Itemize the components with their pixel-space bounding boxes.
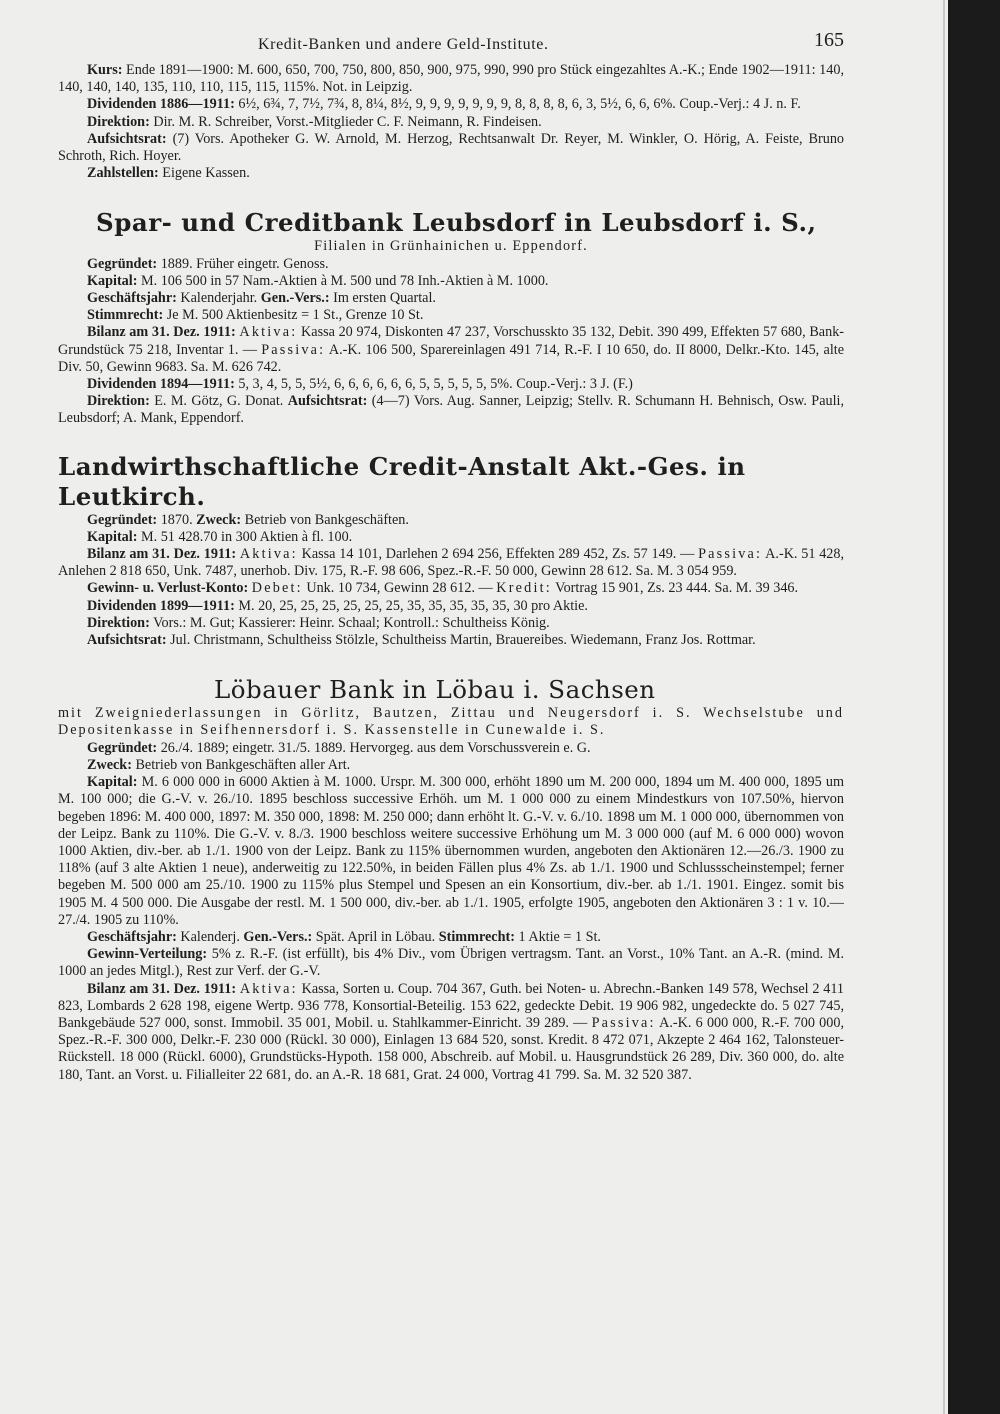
dividenden-text: 5, 3, 4, 5, 5, 5½, 6, 6, 6, 6, 6, 6, 5, 5, 5, 5, 5, 5%. Coup.-Verj.: 3 J. (F.): [238, 376, 633, 393]
zweck-text: Betrieb von Bankgeschäften aller Art.: [135, 756, 351, 773]
entry-title: Landwirthschaftliche Credit-Anstalt Akt.-Ges. in Leutkirch.: [58, 451, 746, 511]
passiva-text: A.-K. 6 000 000, R.-F. 700 000, Spez.-R.-F. 300 000, Delkr.-F. 230 000 (Rückl. 30 000), Einlagen 13 684 520, sonst. Kredit. 8 472 071, Akzepte 2 464 162, Talonsteuer-Rückstell. 18 000 (Rückl. 6000), Grundstücks-Hypoth. 158 000, Abschreib. auf Mobil. u. Hausgrundstück 26 289, Div. 360 000, do. alte 180, Tant. an Vorst. u. Filialleiter 22 681, do. an A.-R. 18 681, Grat. 24 000, Vortrag 41 799. Sa. M. 32 520 387.: [58, 1014, 845, 1083]
gewinn-paragraph: [58, 946, 844, 980]
genvers-text: Spät. April in Löbau.: [315, 928, 436, 945]
geschaeftsjahr-paragraph: [58, 929, 844, 946]
direktion-label: Direktion:: [87, 614, 150, 631]
stimmrecht-label: Stimmrecht:: [87, 307, 164, 324]
guv-paragraph: [58, 580, 844, 597]
stimmrecht-paragraph: [58, 307, 844, 324]
gegruendet-text: 1889. Früher eingetr. Genoss.: [160, 255, 329, 272]
kurs-paragraph: [58, 62, 844, 96]
passiva-text: A.-K. 51 428, Anlehen 2 818 650, Unk. 7487, unerhob. Div. 175, R.-F. 98 606, Spez.-R.-F. 50 000, Gewinn 28 612. Sa. M. 3 054 959.: [58, 546, 845, 580]
zweck-label: Zweck:: [87, 756, 132, 773]
page-content: [58, 28, 844, 1084]
entry-title: Spar- und Creditbank Leubsdorf in Leubsdorf i. S.,: [96, 208, 817, 238]
zahlstellen-paragraph: [58, 165, 844, 182]
gegruendet-paragraph: [58, 256, 844, 273]
geschaeftsjahr-label: Geschäftsjahr:: [87, 290, 177, 307]
zweck-text: Betrieb von Bankgeschäften.: [244, 511, 409, 528]
aktiva-text: Kassa, Sorten u. Coup. 704 367, Guth. bei Noten- u. Abrechn.-Banken 149 578, Wechsel 2 411 823, Lombards 2 628 198, eigene Wertp. 936 778, Konsortial-Beteilig. 153 622, gedeckte Debit. 19 906 982, ungedeckte do. 5 027 745, Bankgebäude 527 000, sonst. Immobil. 35 001, Mobil. u. Stahlkammer-Einricht. 39 289. —: [58, 980, 845, 1031]
previous-entry: [58, 62, 844, 182]
dividenden-paragraph: [58, 598, 844, 615]
kapital-paragraph: [58, 774, 844, 929]
bilanz-paragraph: [58, 324, 844, 376]
dividenden-label: Dividenden 1899—1911:: [87, 597, 235, 614]
entry-subtitle: Filialen in Grünhainichen u. Eppendorf.: [314, 238, 588, 255]
aufsichtsrat-text: Jul. Christmann, Schultheiss Stölzle, Schultheiss Martin, Brauereibes. Wiedemann, Franz Jos. Rottmar.: [170, 632, 756, 649]
aufsichtsrat-text: (4—7) Vors. Aug. Sanner, Leipzig; Stellv. R. Schumann H. Behnisch, Osw. Pauli, Leubsdorf; A. Mank, Eppendorf.: [58, 393, 845, 427]
page-number: 165: [814, 29, 844, 51]
aktiva-word: Aktiva:: [239, 546, 298, 563]
kapital-paragraph: [58, 273, 844, 290]
page-header: [58, 28, 844, 62]
geschaeftsjahr-text: Kalenderjahr.: [180, 290, 258, 307]
bilanz-label: Bilanz am 31. Dez. 1911:: [87, 980, 237, 997]
passiva-word: Passiva:: [698, 546, 763, 563]
entry-title: Löbauer Bank in Löbau i. Sachsen: [214, 675, 656, 705]
kapital-paragraph: [58, 529, 844, 546]
kurs-text: Ende 1891—1900: M. 600, 650, 700, 750, 800, 850, 900, 975, 990, 990 pro Stück eingezahltes A.-K.; Ende 1902—1911: 140, 140, 140, 140, 135, 110, 110, 115, 115, 115%. Not. in Leipzig.: [58, 62, 844, 96]
aktiva-text: Kassa 14 101, Darlehen 2 694 256, Effekten 289 452, Zs. 57 149. —: [301, 546, 695, 563]
kredit-text: Vortrag 15 901, Zs. 23 444. Sa. M. 39 346.: [555, 580, 799, 597]
direktion-label: Direktion:: [87, 393, 150, 410]
genvers-label: Gen.-Vers.:: [243, 928, 313, 945]
guv-label: Gewinn- u. Verlust-Konto:: [87, 580, 249, 597]
bilanz-paragraph: [58, 981, 844, 1084]
kapital-text: M. 106 500 in 57 Nam.-Aktien à M. 500 und 78 Inh.-Aktien à M. 1000.: [141, 272, 549, 289]
kapital-text: M. 6 000 000 in 6000 Aktien à M. 1000. Urspr. M. 300 000, erhöht 1890 um M. 200 000, 1894 um M. 400 000, 1895 um M. 100 000; die G.-V. v. 26./10. 1895 beschloss successive Erhöh. um M. 1 000 000 zu einem Mindestkurs von 107.50%, hiervon begeben 1896: M. 400 000, 1897: M. 350 000, 1898: M. 250 000; dann erhöht lt. G.-V. v. 6./10. 1898 um M. 1 000 000, übernommen von der Leipz. Bank zu 110%. Die G.-V. v. 8./3. 1900 beschloss weitere successive Erhöhung um M. 3 000 000 (auf M. 6 000 000) wovon 1000 Aktien, div.-ber. ab 1./1. 1900 von der Leipz. Bank zu 115% übernommen wurden, angeboten den Aktionären 12.—26./3. 1900 zu 118% (auf 3 alte Aktien 1 neue), anderweitig zu 122.50%, in beiden Fällen plus 4% Zs. ab 1./1. 1900 und Schlussscheinstempel; ferner begeben M. 500 000 am 25./10. 1900 zu 115% plus Stempel und Spesen an ein Konsortium, div.-ber. ab 1./1. 1901. Eingez. somit bis 1905 M. 4 500 000. Die Ausgabe der restl. M. 1 500 000, div.-ber. ab 1./1. 1905, erfolgte 1905, angeboten den Aktionären 3 : 1 v. 10.—27./4. 1905 zu 110%.: [58, 774, 845, 928]
direktion-paragraph: [58, 393, 844, 427]
dividenden-text: M. 20, 25, 25, 25, 25, 25, 25, 35, 35, 35, 35, 35, 30 pro Aktie.: [238, 597, 588, 614]
entry-leubsdorf: [58, 208, 844, 427]
aktiva-text: Kassa 20 974, Diskonten 47 237, Vorschusskto 35 132, Debit. 390 499, Effekten 57 680, Bank-Grundstück 75 218, Inventar 1. —: [58, 324, 845, 358]
dividenden-paragraph: [58, 96, 844, 113]
geschaeftsjahr-label: Geschäftsjahr:: [87, 928, 177, 945]
geschaeftsjahr-text: Kalenderj.: [180, 928, 240, 945]
direktion-text: E. M. Götz, G. Donat.: [154, 393, 284, 410]
bilanz-paragraph: [58, 546, 844, 580]
passiva-word: Passiva:: [591, 1014, 656, 1031]
dividenden-text: 6½, 6¾, 7, 7½, 7¾, 8, 8¼, 8½, 9, 9, 9, 9, 9, 9, 9, 8, 8, 8, 8, 6, 3, 5½, 6, 6, 6%. Coup.-Verj.: 4 J. n. F.: [238, 96, 801, 113]
direktion-paragraph: [58, 615, 844, 632]
gegruendet-text: 1870.: [160, 511, 193, 528]
zweck-paragraph: [58, 757, 844, 774]
geschaeftsjahr-paragraph: [58, 290, 844, 307]
zweck-label: Zweck:: [196, 511, 242, 528]
gegruendet-text: 26./4. 1889; eingetr. 31./5. 1889. Hervorgeg. aus dem Vorschussverein e. G.: [160, 739, 591, 756]
passiva-text: A.-K. 106 500, Sparereinlagen 491 714, R.-F. I 10 650, do. II 8000, Delkr.-Kto. 145, alte Div. 50, Gewinn 9683. Sa. M. 626 742.: [58, 341, 845, 375]
gegruendet-paragraph: [58, 740, 844, 757]
genvers-label: Gen.-Vers.:: [260, 290, 330, 307]
stimmrecht-text: 1 Aktie = 1 St.: [518, 928, 601, 945]
aufsichtsrat-label: Aufsichtsrat:: [287, 393, 368, 410]
aufsichtsrat-label: Aufsichtsrat:: [87, 632, 167, 649]
gewinn-text: 5% z. R.-F. (ist erfüllt), bis 4% Div., vom Übrigen vertragsm. Tant. an Vorst., 10% Tant. an A.-R. (mind. M. 1000 an jedes Mitgl.), Rest zur Verf. der G.-V.: [58, 946, 845, 980]
passiva-word: Passiva:: [261, 341, 326, 358]
page-edge-line: [943, 0, 945, 1414]
gegruendet-label: Gegründet:: [87, 739, 158, 756]
gegruendet-paragraph: [58, 512, 844, 529]
dividenden-paragraph: [58, 376, 844, 393]
aufsichtsrat-paragraph: [58, 131, 844, 165]
direktion-text: Dir. M. R. Schreiber, Vorst.-Mitglieder C. F. Neimann, R. Findeisen.: [153, 113, 542, 130]
entry-loebau: [58, 675, 844, 1083]
direktion-text: Vors.: M. Gut; Kassierer: Heinr. Schaal; Kontroll.: Schultheiss König.: [153, 614, 550, 631]
aufsichtsrat-text: (7) Vors. Apotheker G. W. Arnold, M. Herzog, Rechtsanwalt Dr. Reyer, M. Winkler, O. Hörig, A. Feiste, Bruno Schroth, Rich. Hoyer.: [58, 130, 845, 165]
kapital-text: M. 51 428.70 in 300 Aktien à fl. 100.: [141, 528, 353, 545]
aktiva-word: Aktiva:: [239, 324, 298, 341]
zahlstellen-text: Eigene Kassen.: [162, 165, 250, 182]
kapital-label: Kapital:: [87, 528, 138, 545]
kapital-label: Kapital:: [87, 272, 138, 289]
aufsichtsrat-label: Aufsichtsrat:: [87, 130, 167, 147]
kredit-word: Kredit:: [496, 580, 552, 597]
kapital-label: Kapital:: [87, 774, 138, 791]
debet-text: Unk. 10 734, Gewinn 28 612. —: [306, 580, 493, 597]
direktion-label: Direktion:: [87, 113, 150, 130]
aufsichtsrat-paragraph: [58, 632, 844, 649]
kurs-label: Kurs:: [87, 62, 123, 78]
dividenden-label: Dividenden 1894—1911:: [87, 376, 235, 393]
stimmrecht-label: Stimmrecht:: [438, 928, 515, 945]
direktion-paragraph: [58, 114, 844, 131]
debet-word: Debet:: [251, 580, 303, 597]
entry-subtitle: mit Zweigniederlassungen in Görlitz, Bautzen, Zittau und Neugersdorf i. S. Wechselstube und Depositenkasse in Seifhennersdorf i. S. Kassenstelle in Cunewalde i. S.: [58, 705, 844, 739]
entry-leutkirch: [58, 452, 844, 650]
gegruendet-label: Gegründet:: [87, 511, 158, 528]
gegruendet-label: Gegründet:: [87, 255, 158, 272]
zahlstellen-label: Zahlstellen:: [87, 165, 159, 182]
stimmrecht-text: Je M. 500 Aktienbesitz = 1 St., Grenze 10 St.: [166, 307, 424, 324]
page-edge-shadow: [948, 0, 1000, 1414]
bilanz-label: Bilanz am 31. Dez. 1911:: [87, 546, 237, 563]
dividenden-label: Dividenden 1886—1911:: [87, 96, 235, 113]
aktiva-word: Aktiva:: [239, 980, 298, 997]
genvers-text: Im ersten Quartal.: [333, 290, 436, 307]
bilanz-label: Bilanz am 31. Dez. 1911:: [87, 324, 236, 341]
gewinn-label: Gewinn-Verteilung:: [87, 946, 208, 963]
running-title: Kredit-Banken und andere Geld-Institute.: [258, 36, 549, 53]
